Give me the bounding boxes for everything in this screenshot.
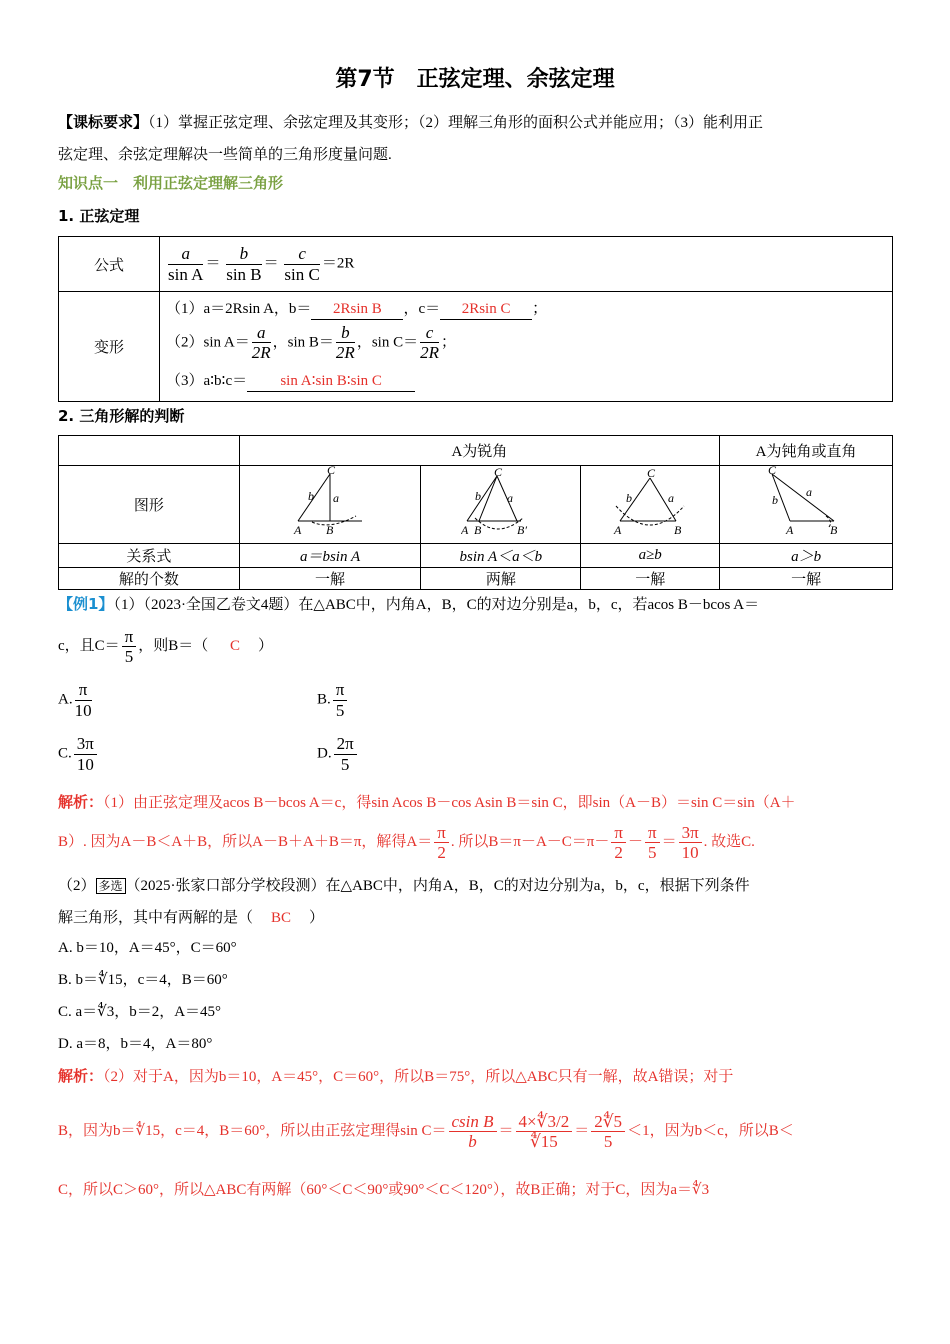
svg-text:b: b bbox=[308, 489, 315, 503]
q1-answer: C bbox=[230, 638, 241, 654]
option-b: B. $\frac{\pi}{5}$ bbox=[317, 680, 349, 720]
example1-q2: （2） 多选 （2025·张家口部分学校段测）在△ABC中，内角A，B，C的对边分别为a，b，c，根据下列条件 解三角形，其中有两解的是（ BC ） bbox=[58, 878, 750, 926]
svg-text:A: A bbox=[460, 523, 469, 537]
graph-3 bbox=[581, 466, 720, 544]
subsection-heading-2: 2. 三角形解的判断 bbox=[58, 407, 185, 425]
formula-label: 公式 bbox=[59, 237, 160, 292]
svg-text:b: b bbox=[772, 493, 779, 507]
solution-count-table bbox=[58, 435, 893, 590]
requirements bbox=[58, 106, 894, 171]
sine-law-table bbox=[58, 236, 893, 402]
option-a: A. $\frac{\pi}{10}$ bbox=[58, 680, 92, 720]
solution2-line3: C，所以C＞60°，所以△ABC有两解（60°＜C＜90°或90°＜C＜120°），故B正确；对于C，因为a＝∜3 bbox=[58, 1182, 710, 1198]
q2-options bbox=[58, 932, 894, 1060]
frac-a-sinA: $\frac{a}{\text{sin A}}$ bbox=[168, 243, 204, 284]
svg-text:C: C bbox=[647, 466, 656, 480]
svg-text:b: b bbox=[474, 489, 481, 503]
requirements-line1: （1）掌握正弦定理、余弦定理及其变形；（2）理解三角形的面积公式并能应用；（3）能利用正 bbox=[148, 115, 764, 131]
svg-text:B: B bbox=[830, 523, 838, 537]
frac-b-sinB: $\frac{b}{\text{sin B}}$ bbox=[226, 243, 262, 284]
multi-select-tag: 多选 bbox=[96, 878, 126, 894]
svg-text:A: A bbox=[614, 523, 622, 537]
count-2: 两解 bbox=[421, 568, 581, 590]
svg-text:B: B bbox=[473, 523, 482, 537]
variant-label: 变形 bbox=[59, 292, 160, 402]
acute-header: A为锐角 bbox=[239, 436, 719, 466]
q2-option-a: A. b＝10，A＝45°，C＝60° bbox=[58, 940, 237, 956]
graph-label: 图形 bbox=[59, 466, 240, 544]
variant-2: （2）sin A＝ $\frac{a}{2R}$ ，sin B＝ $\frac{b}{2R}$ ，sin C＝ $\frac{c}{2R}$ ； bbox=[166, 322, 456, 363]
knowledge-point-heading: 知识点一 利用正弦定理解三角形 bbox=[58, 174, 284, 192]
graph-2 bbox=[421, 466, 581, 544]
requirements-line2: 弦定理、余弦定理解决一些简单的三角形度量问题. bbox=[58, 147, 392, 163]
label-B: B bbox=[326, 523, 334, 537]
graph-1 bbox=[239, 466, 421, 544]
triangle-diagram-2 bbox=[461, 466, 541, 538]
page-title: 第7节 正弦定理、余弦定理 bbox=[335, 67, 615, 92]
svg-text:a: a bbox=[806, 485, 813, 499]
solution2-line2: B，因为b＝∜15，c＝4，B＝60°，所以由正弦定理得sin C＝ $\frac{\text{csin B}}{b}$ ＝ $\frac{4\times∜3/2}{∜15}$ ＝ $\frac{2∜5}{5}$ ＜1，因为b＜c，所以B＜ bbox=[58, 1111, 794, 1152]
frac-c-sinC: $\frac{c}{\text{sin C}}$ bbox=[284, 243, 320, 284]
q1-line1: （1）（2023·全国乙卷文4题）在△ABC中，内角A，B，C的对边分别是a，b，c，若acos B－bcos A＝ bbox=[113, 597, 760, 613]
solution1-line1: 解析：（1）由正弦定理及acos B－bcos A＝c，得sin Acos B－cos Asin B＝sin C，即sin（A－B）＝sin C＝sin（A＋ bbox=[58, 793, 796, 811]
count-3: 一解 bbox=[581, 568, 720, 590]
relation-label: 关系式 bbox=[59, 544, 240, 568]
graph-4 bbox=[720, 466, 893, 544]
example-label: 【例1】 bbox=[58, 595, 114, 613]
variant-1: （1）a＝2Rsin A，b＝ 2Rsin B ，c＝ 2Rsin C ； bbox=[166, 299, 892, 323]
svg-text:A: A bbox=[786, 523, 794, 537]
q2-answer: BC bbox=[271, 910, 292, 926]
example1-q1 bbox=[58, 588, 894, 621]
subsection-heading-1: 1. 正弦定理 bbox=[58, 207, 140, 225]
variant-cell bbox=[160, 292, 893, 402]
solution2-line1: 解析：（2）对于A，因为b＝10，A＝45°，C＝60°，所以B＝75°，所以△ABC只有一解，故A错误；对于 bbox=[58, 1067, 734, 1085]
answer-c: 2Rsin C bbox=[440, 299, 532, 320]
answer-b: 2Rsin B bbox=[311, 299, 403, 320]
triangle-diagram-4 bbox=[766, 466, 846, 538]
example1-q1-line2: c，且C＝ $\frac{\pi}{5}$ ，则B＝（ C ） bbox=[58, 626, 274, 667]
q2-option-c: C. a＝∜3，b＝2，A＝45° bbox=[58, 1004, 222, 1020]
relation-1: a＝bsin A bbox=[239, 544, 421, 568]
label-A: A bbox=[294, 523, 302, 537]
count-label: 解的个数 bbox=[59, 568, 240, 590]
svg-text:B: B bbox=[674, 523, 682, 537]
triangle-diagram-1 bbox=[290, 466, 370, 538]
label-C: C bbox=[327, 466, 336, 477]
q2-option-d: D. a＝8，b＝4，A＝80° bbox=[58, 1036, 213, 1052]
answer-ratio: sin A∶sin B∶sin C bbox=[247, 371, 415, 392]
solution1-line2: B）. 因为A－B＜A＋B，所以A－B＋A＋B＝π，解得A＝ $\frac{\pi}{2}$ . 所以B＝π－A－C＝π－ $\frac{\pi}{2}$ － $\frac{\pi}{5}$ ＝ $\frac{3\pi}{10}$ . 故选C. bbox=[58, 822, 755, 863]
svg-text:a: a bbox=[506, 491, 513, 505]
svg-text:C: C bbox=[768, 466, 777, 477]
svg-text:a: a bbox=[333, 491, 340, 505]
formula-rhs: ＝2R bbox=[321, 255, 355, 272]
variant-3: （3）a∶b∶c＝ sin A∶sin B∶sin C bbox=[166, 367, 892, 395]
option-c: C. $\frac{3\pi}{10}$ bbox=[58, 734, 99, 774]
obtuse-header: A为钝角或直角 bbox=[720, 436, 893, 466]
relation-4: a＞b bbox=[720, 544, 893, 568]
svg-text:a: a bbox=[668, 491, 675, 505]
count-4: 一解 bbox=[720, 568, 893, 590]
relation-3: a≥b bbox=[581, 544, 720, 568]
triangle-diagram-3 bbox=[610, 466, 690, 538]
q2-option-b: B. b＝∜15，c＝4，B＝60° bbox=[58, 972, 228, 988]
option-d: D. $\frac{2\pi}{5}$ bbox=[317, 734, 359, 774]
requirements-label: 【课标要求】 bbox=[58, 113, 149, 131]
svg-text:B′: B′ bbox=[516, 523, 527, 537]
count-1: 一解 bbox=[239, 568, 421, 590]
svg-text:b: b bbox=[626, 491, 633, 505]
relation-2: bsin A＜a＜b bbox=[421, 544, 581, 568]
formula-cell: $\frac{a}{\text{sin A}}$ ＝ $\frac{b}{\text{sin B}}$ ＝ $\frac{c}{\text{sin C}}$ ＝2R bbox=[160, 237, 893, 292]
svg-text:C: C bbox=[493, 466, 502, 479]
